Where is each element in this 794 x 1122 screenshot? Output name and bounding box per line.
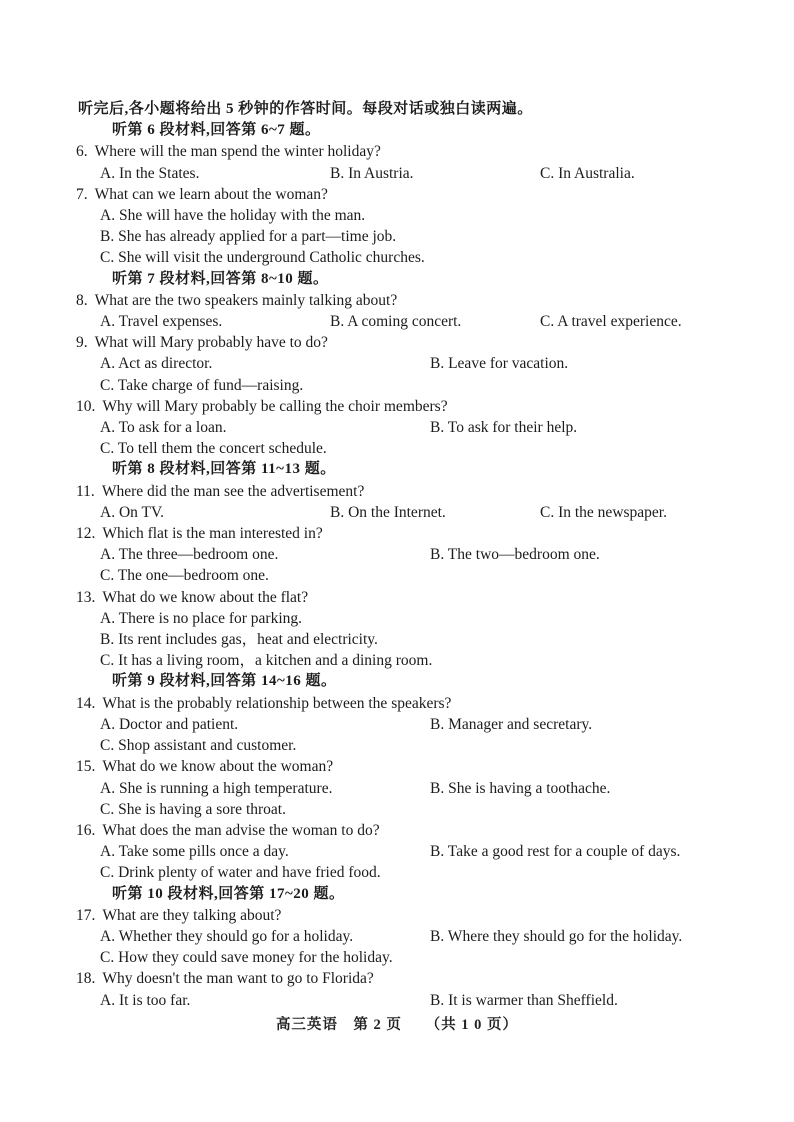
option-c: C. To tell them the concert schedule. [100, 440, 327, 458]
question-line [0, 332, 794, 353]
section-header: 听第 6 段材料,回答第 6~7 题。 [112, 122, 321, 139]
option-row [0, 544, 794, 565]
option-c: C. Drink plenty of water and have fried food. [100, 864, 381, 882]
question-line [0, 820, 794, 841]
question-text: What does the man advise the woman to do? [102, 821, 380, 839]
option-c: C. In the newspaper. [540, 503, 667, 521]
option-a: A. Whether they should go for a holiday. [100, 927, 354, 945]
question-number: 9. [76, 334, 88, 352]
page-footer: 高三英语 第 2 页 （共 1 0 页） [275, 1016, 519, 1033]
option-row-single [0, 862, 794, 883]
question-number: 12. [76, 525, 96, 543]
option-row-single [0, 650, 794, 671]
option-c: C. Take charge of fund—raising. [100, 376, 304, 394]
option-b: B. Manager and secretary. [430, 715, 593, 733]
option-a: A. Take some pills once a day. [100, 843, 289, 861]
question-number: 15. [76, 758, 96, 776]
option-row-single [0, 247, 794, 268]
option-row-single [0, 629, 794, 650]
option-row-single [0, 608, 794, 629]
question-line [0, 693, 794, 714]
option-b: B. On the Internet. [330, 503, 446, 521]
question-text: What do we know about the woman? [102, 758, 334, 776]
question-line [0, 587, 794, 608]
option-a: A. Travel expenses. [100, 313, 223, 331]
question-text: What are they talking about? [102, 906, 282, 924]
section-header: 听第 7 段材料,回答第 8~10 题。 [112, 270, 329, 287]
question-number: 6. [76, 143, 88, 161]
instruction-line: 听完后,各小题将给出 5 秒钟的作答时间。每段对话或独白读两遍。 [78, 101, 533, 117]
option-c: C. It has a living room，a kitchen and a dining room. [100, 652, 433, 670]
option-a: A. She is running a high temperature. [100, 779, 333, 797]
option-row-single [0, 799, 794, 820]
question-line [0, 184, 794, 205]
option-a: A. It is too far. [100, 991, 191, 1009]
question-text: Where will the man spend the winter holiday? [94, 143, 381, 161]
option-row-single [0, 205, 794, 226]
option-c: C. She is having a sore throat. [100, 800, 286, 818]
question-line [0, 756, 794, 777]
option-row [0, 163, 794, 184]
question-text: What will Mary probably have to do? [94, 334, 328, 352]
question-line [0, 396, 794, 417]
question-line [0, 290, 794, 311]
option-row-single [0, 375, 794, 396]
option-b: B. The two—bedroom one. [430, 546, 600, 564]
option-row-single [0, 226, 794, 247]
option-a: A. To ask for a loan. [100, 419, 227, 437]
question-number: 7. [76, 185, 88, 203]
option-c: C. She will visit the underground Catholic churches. [100, 249, 425, 267]
option-c: C. In Australia. [540, 164, 635, 182]
option-b: B. A coming concert. [330, 313, 462, 331]
option-a: A. Doctor and patient. [100, 715, 239, 733]
question-text: What can we learn about the woman? [94, 185, 328, 203]
section-header: 听第 9 段材料,回答第 14~16 题。 [112, 673, 337, 690]
option-b: B. She is having a toothache. [430, 779, 611, 797]
question-number: 14. [76, 694, 96, 712]
question-number: 13. [76, 588, 96, 606]
option-a: A. Act as director. [100, 355, 213, 373]
option-row [0, 841, 794, 862]
question-text: Which flat is the man interested in? [102, 525, 323, 543]
question-text: What is the probably relationship between the speakers? [102, 694, 452, 712]
question-number: 17. [76, 906, 96, 924]
question-line [0, 141, 794, 162]
section-header: 听第 8 段材料,回答第 11~13 题。 [112, 461, 336, 478]
option-c: C. A travel experience. [540, 313, 682, 331]
option-c: C. The one—bedroom one. [100, 567, 269, 585]
question-text: What are the two speakers mainly talking about? [94, 291, 398, 309]
option-b: B. It is warmer than Sheffield. [430, 991, 618, 1009]
question-number: 18. [76, 970, 96, 988]
option-row [0, 714, 794, 735]
option-a: A. She will have the holiday with the man. [100, 207, 366, 225]
question-number: 10. [76, 397, 96, 415]
question-text: Where did the man see the advertisement? [101, 482, 365, 500]
option-row-single [0, 947, 794, 968]
question-text: Why will Mary probably be calling the choir members? [102, 397, 448, 415]
option-row [0, 417, 794, 438]
option-b: B. Leave for vacation. [430, 355, 569, 373]
option-row [0, 353, 794, 374]
question-line [0, 905, 794, 926]
option-b: B. Where they should go for the holiday. [430, 927, 683, 945]
option-row-single [0, 438, 794, 459]
option-row [0, 502, 794, 523]
option-a: A. There is no place for parking. [100, 609, 303, 627]
option-b: B. In Austria. [330, 164, 414, 182]
option-row [0, 311, 794, 332]
option-b: B. She has already applied for a part—time job. [100, 228, 397, 246]
question-text: Why doesn't the man want to go to Florida? [102, 970, 374, 988]
option-row [0, 990, 794, 1011]
option-a: A. In the States. [100, 164, 200, 182]
question-number: 16. [76, 821, 96, 839]
option-a: A. The three—bedroom one. [100, 546, 279, 564]
question-line [0, 481, 794, 502]
option-row [0, 778, 794, 799]
option-b: B. To ask for their help. [430, 419, 578, 437]
option-a: A. On TV. [100, 503, 165, 521]
question-number: 8. [76, 291, 88, 309]
option-b: B. Its rent includes gas，heat and electricity. [100, 631, 378, 649]
question-number: 11. [76, 482, 95, 500]
option-row [0, 926, 794, 947]
section-header: 听第 10 段材料,回答第 17~20 题。 [112, 885, 345, 902]
option-row-single [0, 565, 794, 586]
question-line [0, 968, 794, 989]
option-c: C. Shop assistant and customer. [100, 737, 297, 755]
question-text: What do we know about the flat? [102, 588, 309, 606]
question-line [0, 523, 794, 544]
option-b: B. Take a good rest for a couple of days. [430, 843, 681, 861]
option-c: C. How they could save money for the holiday. [100, 949, 393, 967]
option-row-single [0, 735, 794, 756]
